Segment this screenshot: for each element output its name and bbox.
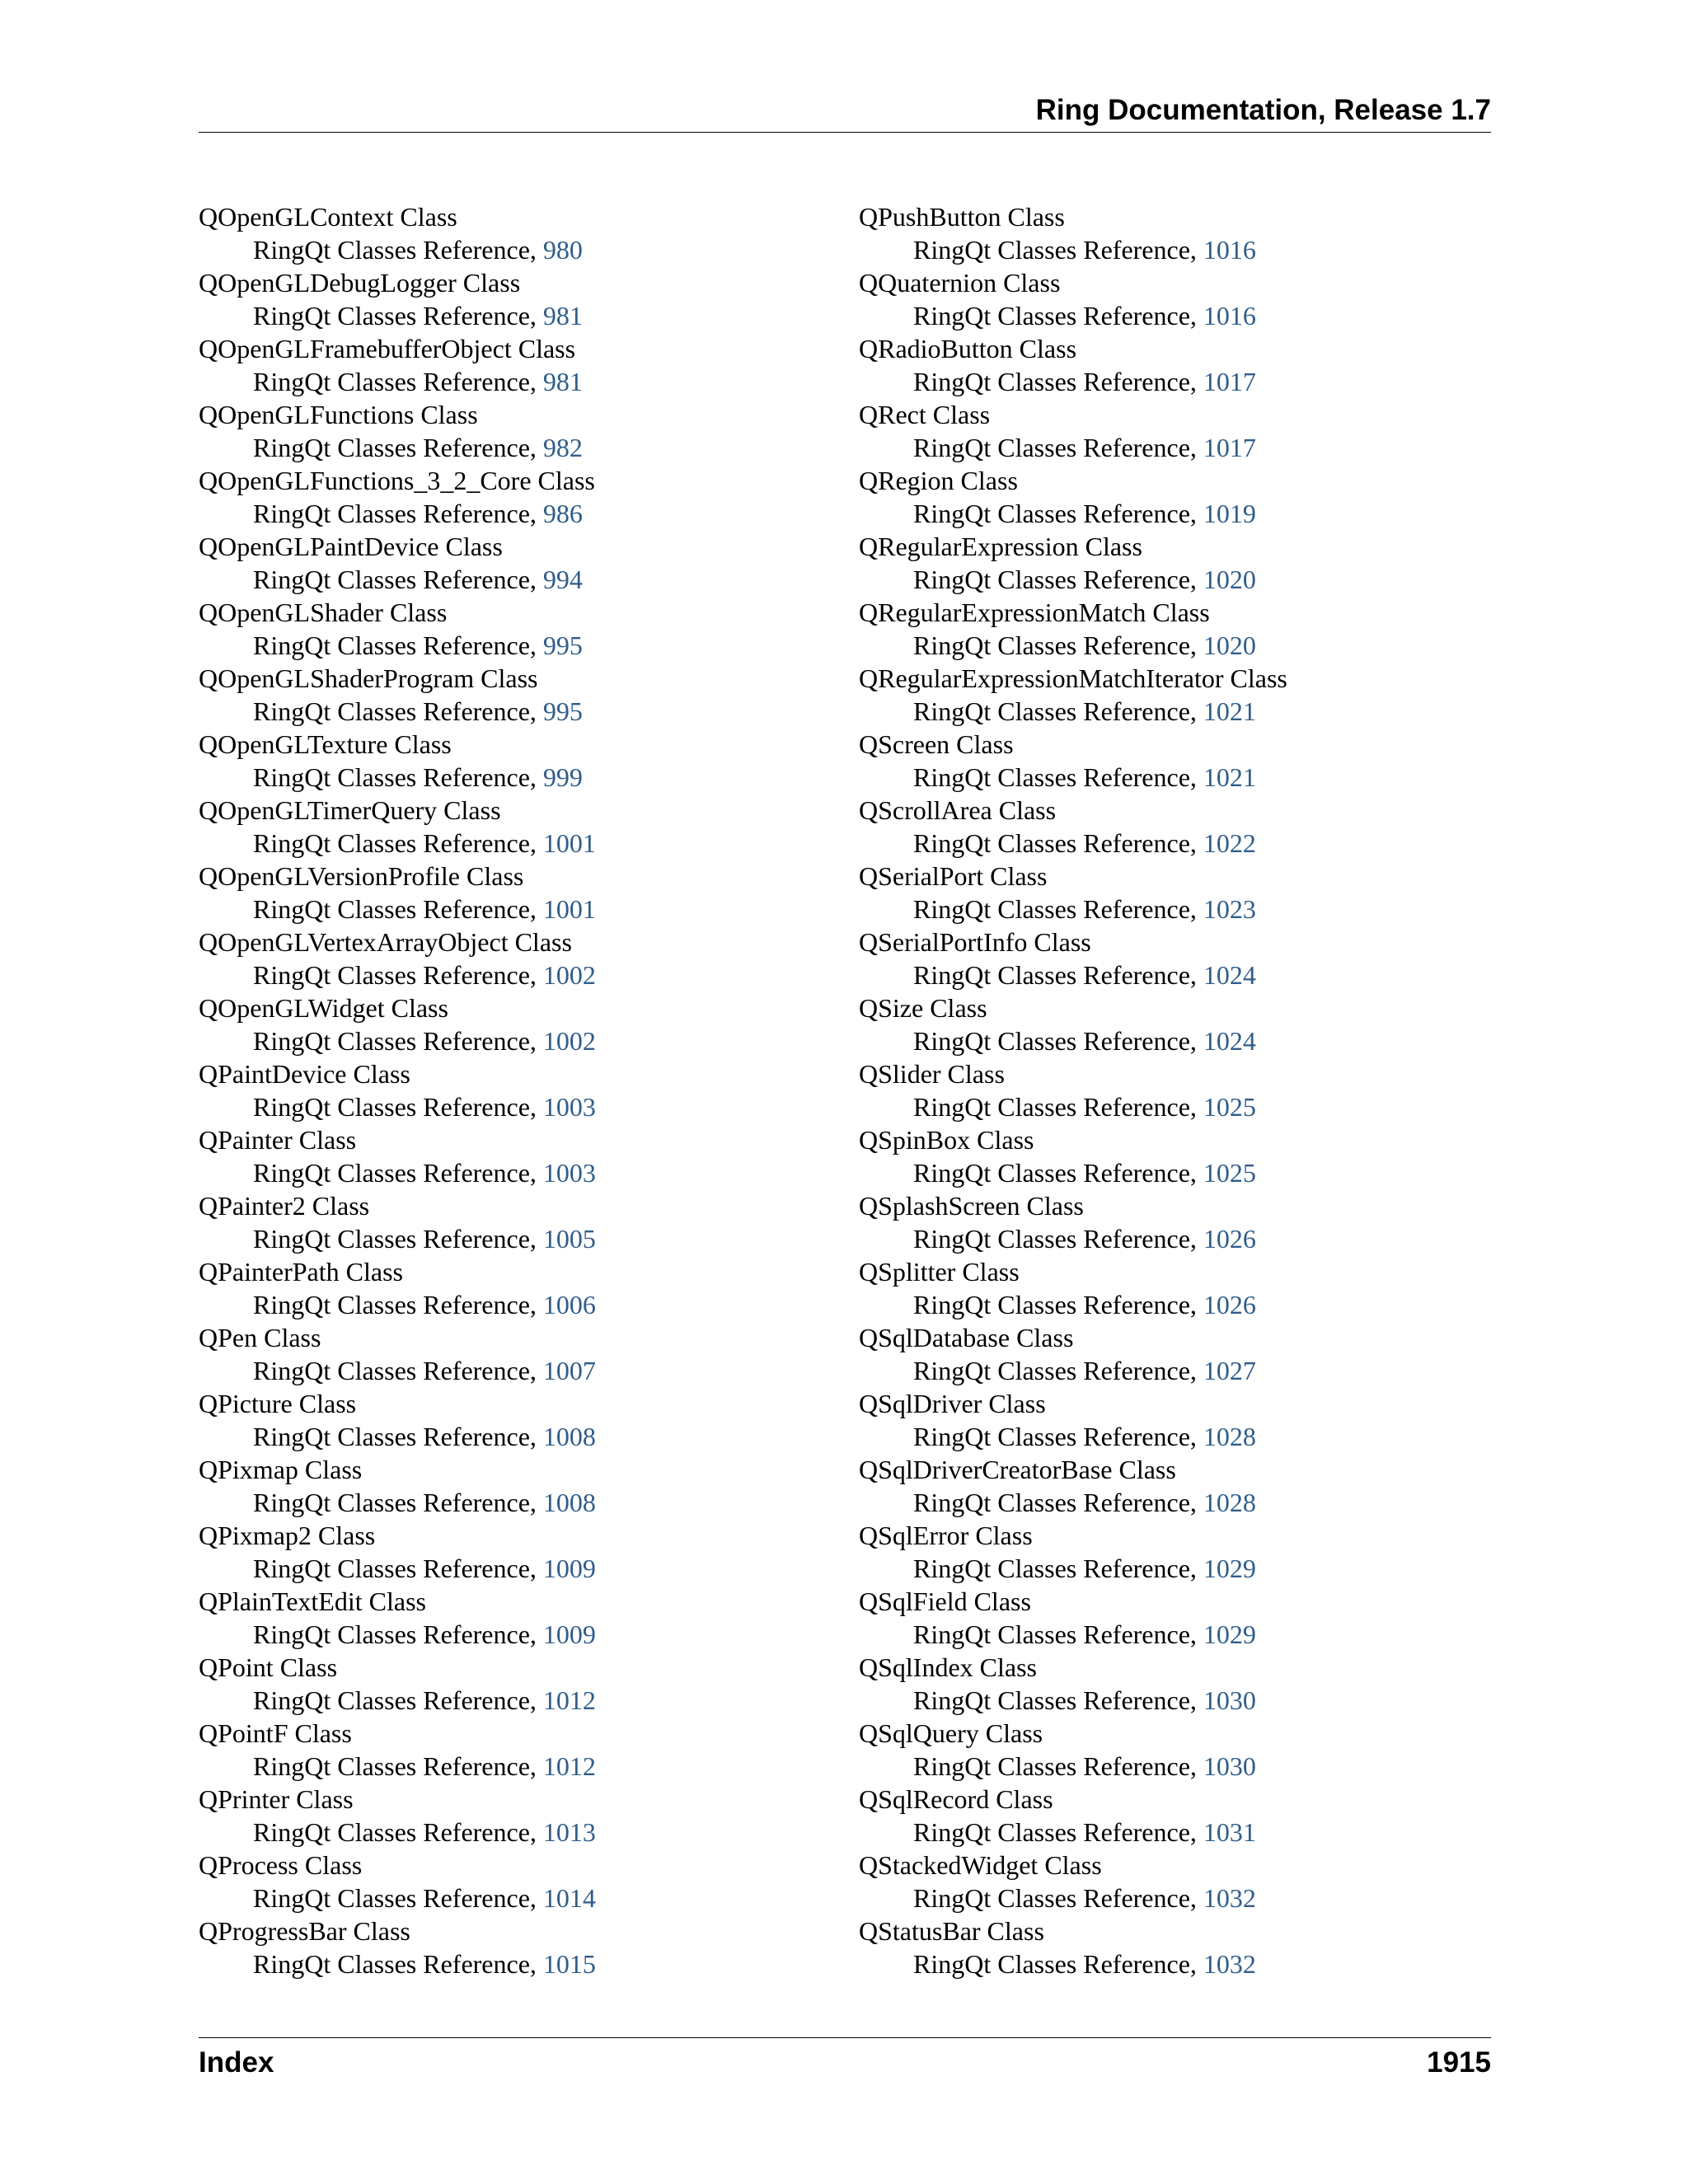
reference-label: RingQt Classes Reference, [253, 1290, 543, 1319]
index-entry-reference [859, 1684, 1485, 1717]
index-entry [199, 596, 825, 662]
page-link[interactable]: 999 [542, 762, 583, 792]
page-link[interactable]: 1015 [542, 1949, 596, 1979]
index-entry-term: QSplitter Class [859, 1257, 1020, 1286]
index-entry [859, 860, 1485, 926]
index-entry-reference [199, 1090, 825, 1123]
index-entry [859, 266, 1485, 332]
page-link[interactable]: 1002 [542, 960, 596, 990]
index-entry-reference [199, 1156, 825, 1189]
page-link[interactable]: 982 [542, 433, 583, 462]
reference-label: RingQt Classes Reference, [913, 1026, 1203, 1056]
reference-label: RingQt Classes Reference, [913, 433, 1203, 462]
index-entry-term: QPushButton Class [859, 202, 1065, 232]
reference-label: RingQt Classes Reference, [253, 433, 543, 462]
index-entry-term: QPaintDevice Class [199, 1059, 410, 1089]
reference-label: RingQt Classes Reference, [913, 630, 1203, 660]
reference-label: RingQt Classes Reference, [913, 1685, 1203, 1715]
index-entry-term: QOpenGLContext Class [199, 202, 457, 232]
reference-label: RingQt Classes Reference, [913, 1092, 1203, 1122]
index-entry-reference [199, 233, 825, 266]
index-entry [859, 728, 1485, 794]
reference-label: RingQt Classes Reference, [253, 565, 543, 594]
index-entry-term: QOpenGLFunctions Class [199, 400, 478, 429]
reference-label: RingQt Classes Reference, [253, 1356, 543, 1385]
index-entry-reference [859, 1156, 1485, 1189]
reference-label: RingQt Classes Reference, [913, 762, 1203, 792]
page-link[interactable]: 1012 [542, 1751, 596, 1781]
index-entry-term: QQuaternion Class [859, 268, 1061, 298]
page-link[interactable]: 995 [542, 630, 583, 660]
reference-label: RingQt Classes Reference, [253, 1949, 543, 1979]
page-link[interactable]: 1003 [542, 1158, 596, 1188]
index-entry [199, 530, 825, 596]
reference-label: RingQt Classes Reference, [253, 1422, 543, 1451]
index-entry-term: QPainter2 Class [199, 1191, 370, 1221]
page-link[interactable]: 1029 [1203, 1619, 1256, 1649]
index-entry-reference [199, 1552, 825, 1585]
reference-label: RingQt Classes Reference, [253, 301, 543, 330]
page-link[interactable]: 1028 [1203, 1422, 1256, 1451]
reference-label: RingQt Classes Reference, [913, 565, 1203, 594]
reference-label: RingQt Classes Reference, [913, 1751, 1203, 1781]
index-entry-term: QOpenGLTimerQuery Class [199, 795, 501, 825]
index-entry-term: QSize Class [859, 993, 987, 1023]
page-link[interactable]: 1022 [1203, 828, 1256, 858]
index-entry-reference [859, 1090, 1485, 1123]
index-entry-reference [199, 958, 825, 991]
index-entry [199, 200, 825, 266]
index-entry-term: QRegularExpression Class [859, 532, 1142, 561]
index-entry-reference [199, 1684, 825, 1717]
page-header [199, 92, 1491, 133]
page-link[interactable]: 1032 [1203, 1883, 1256, 1913]
index-entry [859, 662, 1485, 728]
index-entry-term: QSqlDriverCreatorBase Class [859, 1455, 1176, 1484]
index-entry [199, 728, 825, 794]
index-entry [199, 1585, 825, 1651]
reference-label: RingQt Classes Reference, [253, 762, 543, 792]
index-entry-reference [859, 1618, 1485, 1651]
index-entry [859, 1585, 1485, 1651]
page-link[interactable]: 1028 [1203, 1488, 1256, 1517]
index-entry-term: QSlider Class [859, 1059, 1005, 1089]
reference-label: RingQt Classes Reference, [253, 235, 543, 265]
reference-label: RingQt Classes Reference, [253, 1685, 543, 1715]
index-entry-reference [859, 1882, 1485, 1915]
index-entry-reference [859, 563, 1485, 596]
page-link[interactable]: 986 [542, 499, 583, 528]
index-entry-term: QOpenGLVertexArrayObject Class [199, 927, 572, 957]
page-link[interactable]: 1029 [1203, 1554, 1256, 1583]
reference-label: RingQt Classes Reference, [253, 1817, 543, 1847]
index-entry-reference [199, 1882, 825, 1915]
index-entry [199, 1057, 825, 1123]
index-entry-reference [859, 1354, 1485, 1387]
index-entry-term: QOpenGLWidget Class [199, 993, 448, 1023]
index-entry [199, 1255, 825, 1321]
reference-label: RingQt Classes Reference, [253, 960, 543, 990]
index-entry-reference [859, 629, 1485, 662]
reference-label: RingQt Classes Reference, [913, 696, 1203, 726]
index-entry-reference [859, 1222, 1485, 1255]
index-entry-term: QPicture Class [199, 1389, 357, 1418]
index-entry-term: QRegularExpressionMatchIterator Class [859, 663, 1287, 693]
reference-label: RingQt Classes Reference, [913, 235, 1203, 265]
index-entry-reference [859, 365, 1485, 398]
index-entry [859, 596, 1485, 662]
index-entry-term: QPoint Class [199, 1652, 338, 1682]
index-entry [199, 1453, 825, 1519]
index-entry-reference [199, 431, 825, 464]
index-entry-term: QProgressBar Class [199, 1916, 410, 1946]
index-entry-reference [859, 761, 1485, 794]
index-entry [859, 332, 1485, 398]
page-link[interactable]: 1031 [1203, 1817, 1256, 1847]
page-link[interactable]: 1023 [1203, 894, 1256, 924]
index-entry-reference [199, 1222, 825, 1255]
reference-label: RingQt Classes Reference, [253, 1026, 543, 1056]
index-entry-reference [199, 893, 825, 926]
index-entry [859, 794, 1485, 860]
page-link[interactable]: 1009 [542, 1554, 596, 1583]
page-link[interactable]: 1003 [542, 1092, 596, 1122]
index-entry-term: QSplashScreen Class [859, 1191, 1084, 1221]
index-entry-term: QProcess Class [199, 1850, 363, 1880]
index-entry-term: QPen Class [199, 1323, 321, 1352]
index-entry-term: QScrollArea Class [859, 795, 1057, 825]
index-entry-term: QSqlDriver Class [859, 1389, 1046, 1418]
page-link[interactable]: 1026 [1203, 1224, 1256, 1254]
reference-label: RingQt Classes Reference, [913, 1224, 1203, 1254]
index-entry [859, 1783, 1485, 1849]
page-link[interactable]: 1001 [542, 828, 596, 858]
page-link[interactable]: 1008 [542, 1488, 596, 1517]
page-link[interactable]: 1012 [542, 1685, 596, 1715]
index-entry-term: QScreen Class [859, 729, 1014, 759]
reference-label: RingQt Classes Reference, [913, 1422, 1203, 1451]
index-entry-term: QSpinBox Class [859, 1125, 1034, 1155]
page-link[interactable]: 980 [542, 235, 583, 265]
index-entry [859, 1849, 1485, 1915]
index-entry [199, 464, 825, 530]
index-entry-reference [859, 1486, 1485, 1519]
index-entry-reference [199, 1947, 825, 1980]
page-link[interactable]: 1017 [1203, 367, 1256, 396]
index-entry [199, 1651, 825, 1717]
reference-label: RingQt Classes Reference, [913, 1619, 1203, 1649]
index-entry [859, 1123, 1485, 1189]
index-entry [859, 1519, 1485, 1585]
index-entry-reference [859, 1552, 1485, 1585]
index-column-left [199, 200, 825, 1980]
index-entry-term: QOpenGLTexture Class [199, 729, 452, 759]
index-entry-reference [199, 365, 825, 398]
reference-label: RingQt Classes Reference, [913, 301, 1203, 330]
index-entry-reference [859, 431, 1485, 464]
index-entry-term: QOpenGLShaderProgram Class [199, 663, 538, 693]
index-entry [199, 860, 825, 926]
reference-label: RingQt Classes Reference, [913, 1356, 1203, 1385]
index-entry-reference [859, 299, 1485, 332]
index-entry-reference [199, 827, 825, 860]
reference-label: RingQt Classes Reference, [913, 894, 1203, 924]
page-link[interactable]: 994 [542, 565, 583, 594]
document-title: Ring Documentation, Release 1.7 [1035, 94, 1491, 126]
index-entry [859, 1189, 1485, 1255]
index-entry-reference [199, 563, 825, 596]
page-link[interactable]: 981 [542, 301, 583, 330]
index-entry-reference [199, 761, 825, 794]
index-column-right [859, 200, 1485, 1980]
index-entry [199, 991, 825, 1057]
reference-label: RingQt Classes Reference, [913, 1488, 1203, 1517]
index-entry-reference [859, 695, 1485, 728]
reference-label: RingQt Classes Reference, [913, 1817, 1203, 1847]
page-link[interactable]: 1005 [542, 1224, 596, 1254]
index-entry-term: QRegularExpressionMatch Class [859, 598, 1210, 627]
reference-label: RingQt Classes Reference, [913, 499, 1203, 528]
index-entry [859, 1057, 1485, 1123]
index-entry-reference [859, 1816, 1485, 1849]
index-entry [199, 1717, 825, 1783]
footer-section-label: Index [199, 2046, 274, 2079]
index-entry-term: QSerialPort Class [859, 861, 1048, 891]
reference-label: RingQt Classes Reference, [913, 1158, 1203, 1188]
page-link[interactable]: 1024 [1203, 960, 1256, 990]
index-entry-term: QSqlField Class [859, 1586, 1031, 1616]
page-link[interactable]: 1002 [542, 1026, 596, 1056]
index-entry-reference [199, 1816, 825, 1849]
index-entry-term: QRect Class [859, 400, 991, 429]
page-link[interactable]: 1006 [542, 1290, 596, 1319]
index-entry-term: QOpenGLPaintDevice Class [199, 532, 503, 561]
page-link[interactable]: 1024 [1203, 1026, 1256, 1056]
index-entry [199, 926, 825, 991]
index-entry-term: QSerialPortInfo Class [859, 927, 1091, 957]
index-entry [199, 1849, 825, 1915]
page-link[interactable]: 1021 [1203, 696, 1256, 726]
index-entry-term: QSqlDatabase Class [859, 1323, 1074, 1352]
index-entry-term: QOpenGLFramebufferObject Class [199, 334, 576, 363]
page-link[interactable]: 1025 [1203, 1092, 1256, 1122]
page-link[interactable]: 1016 [1203, 301, 1256, 330]
index-entry-reference [199, 299, 825, 332]
index-entry-term: QSqlQuery Class [859, 1718, 1043, 1748]
reference-label: RingQt Classes Reference, [253, 1224, 543, 1254]
index-entry [859, 530, 1485, 596]
index-entry-term: QPixmap Class [199, 1455, 363, 1484]
page-link[interactable]: 1026 [1203, 1290, 1256, 1319]
reference-label: RingQt Classes Reference, [253, 1619, 543, 1649]
reference-label: RingQt Classes Reference, [253, 1488, 543, 1517]
index-entry-term: QPlainTextEdit Class [199, 1586, 426, 1616]
index-entry [859, 1651, 1485, 1717]
index-entry-term: QSqlError Class [859, 1521, 1033, 1550]
index-entry-reference [859, 958, 1485, 991]
reference-label: RingQt Classes Reference, [913, 1883, 1203, 1913]
page-link[interactable]: 1014 [542, 1883, 596, 1913]
index-entry-reference [859, 233, 1485, 266]
page-link[interactable]: 1027 [1203, 1356, 1256, 1385]
index-entry-reference [859, 827, 1485, 860]
index-entry [199, 1123, 825, 1189]
index-entry [199, 1783, 825, 1849]
reference-label: RingQt Classes Reference, [253, 1158, 543, 1188]
index-entry-term: QRegion Class [859, 466, 1018, 495]
index-entry [859, 1321, 1485, 1387]
index-entry [859, 200, 1485, 266]
reference-label: RingQt Classes Reference, [913, 1554, 1203, 1583]
reference-label: RingQt Classes Reference, [253, 630, 543, 660]
reference-label: RingQt Classes Reference, [253, 894, 543, 924]
index-entry-reference [199, 1420, 825, 1453]
index-entry-term: QPixmap2 Class [199, 1521, 376, 1550]
index-entry-term: QRadioButton Class [859, 334, 1077, 363]
index-entry [199, 1915, 825, 1980]
index-entry [199, 1321, 825, 1387]
index-entry [199, 1519, 825, 1585]
page-link[interactable]: 981 [542, 367, 583, 396]
index-entry-term: QOpenGLVersionProfile Class [199, 861, 524, 891]
reference-label: RingQt Classes Reference, [913, 1949, 1203, 1979]
index-entry-term: QPrinter Class [199, 1784, 354, 1814]
index-entry-reference [859, 1947, 1485, 1980]
index-entry-reference [199, 1354, 825, 1387]
reference-label: RingQt Classes Reference, [913, 1290, 1203, 1319]
page-footer [199, 2037, 1491, 2088]
page-link[interactable]: 1020 [1203, 630, 1256, 660]
page-link[interactable]: 1008 [542, 1422, 596, 1451]
page-link[interactable]: 995 [542, 696, 583, 726]
footer-page-number: 1915 [1427, 2046, 1491, 2079]
page-link[interactable]: 1019 [1203, 499, 1256, 528]
index-entry-reference [199, 1618, 825, 1651]
index-entry [859, 1387, 1485, 1453]
index-entry-term: QOpenGLShader Class [199, 598, 448, 627]
index-entry-term: QPainter Class [199, 1125, 357, 1155]
index-entry [859, 464, 1485, 530]
index-entry-reference [199, 1750, 825, 1783]
reference-label: RingQt Classes Reference, [913, 367, 1203, 396]
index-entry-reference [859, 893, 1485, 926]
index-entry-reference [859, 1750, 1485, 1783]
page-link[interactable]: 1009 [542, 1619, 596, 1649]
index-entry [859, 1717, 1485, 1783]
index-entry [199, 1189, 825, 1255]
index-entry [859, 1915, 1485, 1980]
reference-label: RingQt Classes Reference, [253, 1751, 543, 1781]
page-link[interactable]: 1017 [1203, 433, 1256, 462]
index-entry-term: QSqlIndex Class [859, 1652, 1037, 1682]
index-entry-term: QPainterPath Class [199, 1257, 403, 1286]
page-link[interactable]: 1016 [1203, 235, 1256, 265]
reference-label: RingQt Classes Reference, [253, 696, 543, 726]
index-entry-reference [199, 1024, 825, 1057]
index-entry-term: QSqlRecord Class [859, 1784, 1053, 1814]
reference-label: RingQt Classes Reference, [253, 828, 543, 858]
index-entry-reference [199, 1288, 825, 1321]
index-entry-term: QStackedWidget Class [859, 1850, 1102, 1880]
index-entry [859, 398, 1485, 464]
index-entry [199, 794, 825, 860]
reference-label: RingQt Classes Reference, [913, 828, 1203, 858]
index-entry-reference [859, 1420, 1485, 1453]
index-entry-reference [199, 1486, 825, 1519]
index-entry-reference [199, 695, 825, 728]
page-link[interactable]: 1020 [1203, 565, 1256, 594]
page-link[interactable]: 1007 [542, 1356, 596, 1385]
page-link[interactable]: 1001 [542, 894, 596, 924]
reference-label: RingQt Classes Reference, [253, 1092, 543, 1122]
index-entry-term: QPointF Class [199, 1718, 352, 1748]
page-link[interactable]: 1030 [1203, 1751, 1256, 1781]
index-entry-term: QStatusBar Class [859, 1916, 1044, 1946]
index-entry [199, 662, 825, 728]
index-entry [859, 1255, 1485, 1321]
index-entry-reference [859, 1024, 1485, 1057]
index-entry [859, 1453, 1485, 1519]
index-entry-reference [859, 497, 1485, 530]
index-entry-reference [859, 1288, 1485, 1321]
index-entry [859, 991, 1485, 1057]
reference-label: RingQt Classes Reference, [913, 960, 1203, 990]
index-entry-term: QOpenGLFunctions_3_2_Core Class [199, 466, 595, 495]
page-link[interactable]: 1030 [1203, 1685, 1256, 1715]
reference-label: RingQt Classes Reference, [253, 1883, 543, 1913]
index-entry [199, 332, 825, 398]
reference-label: RingQt Classes Reference, [253, 499, 543, 528]
index-entry-term: QOpenGLDebugLogger Class [199, 268, 521, 298]
index-entry [199, 1387, 825, 1453]
reference-label: RingQt Classes Reference, [253, 1554, 543, 1583]
index-entry [199, 266, 825, 332]
page-link[interactable]: 1013 [542, 1817, 596, 1847]
index-entry-reference [199, 497, 825, 530]
page-link[interactable]: 1025 [1203, 1158, 1256, 1188]
index-entry [199, 398, 825, 464]
index-entry-reference [199, 629, 825, 662]
index-entry [859, 926, 1485, 991]
page-link[interactable]: 1032 [1203, 1949, 1256, 1979]
page-link[interactable]: 1021 [1203, 762, 1256, 792]
reference-label: RingQt Classes Reference, [253, 367, 543, 396]
